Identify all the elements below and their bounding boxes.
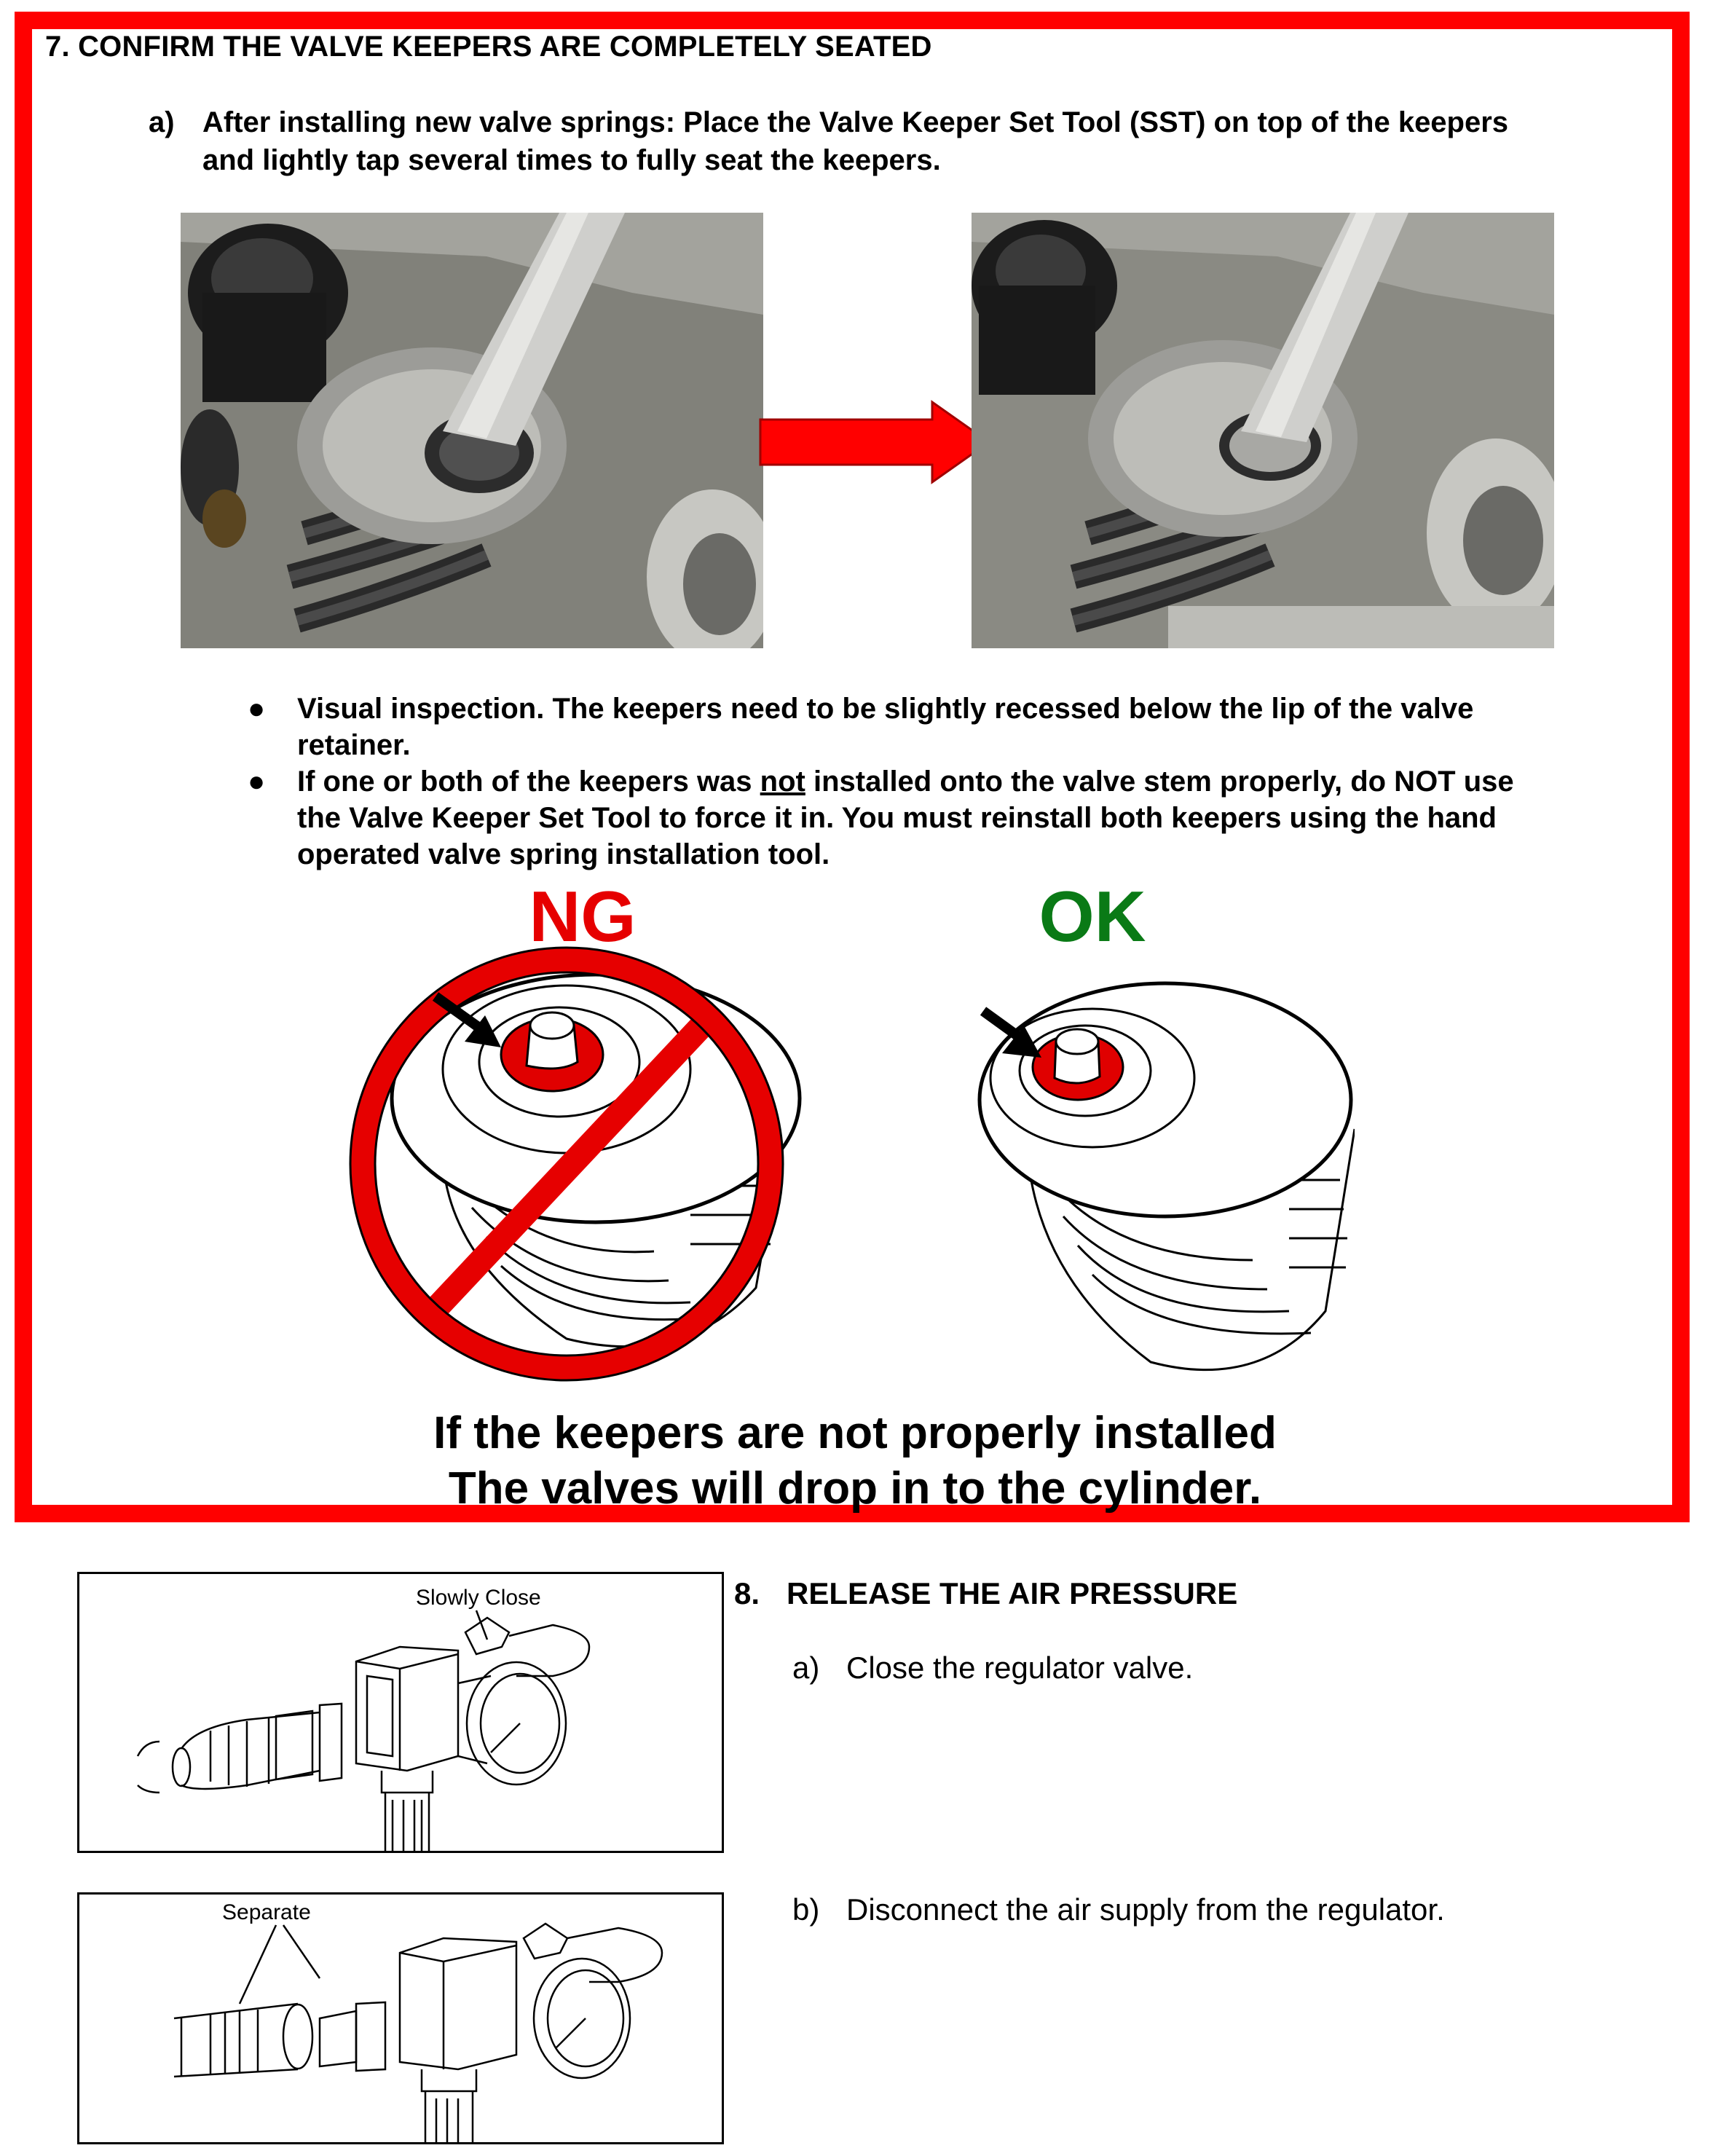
figure2-callout: Separate xyxy=(222,1900,311,1924)
step-8a-text: Close the regulator valve. xyxy=(846,1651,1194,1685)
figure1-callout: Slowly Close xyxy=(416,1586,541,1610)
bullet-2-post: installed onto the valve stem properly, do NOT use xyxy=(805,766,1514,798)
bullet-dot: ● xyxy=(248,766,266,798)
regulator-illustration xyxy=(79,1574,722,1851)
bullet-1-line2: retainer. xyxy=(297,729,411,761)
bullet-2-pre: If one or both of the keepers was xyxy=(297,766,760,798)
right-arrow-icon xyxy=(757,399,995,485)
step-8b-text: Disconnect the air supply from the regulator. xyxy=(846,1892,1445,1927)
warning-line-1: If the keepers are not properly installed xyxy=(433,1408,1277,1458)
step-8a-marker: a) xyxy=(792,1651,820,1685)
step-7a-line1: After installing new valve springs: Place the Valve Keeper Set Tool (SST) on top of the keepers xyxy=(202,106,1509,138)
section7-heading: 7. CONFIRM THE VALVE KEEPERS ARE COMPLETELY SEATED xyxy=(45,31,932,63)
figure-close-regulator xyxy=(77,1572,724,1853)
regulator-disconnect-illustration xyxy=(79,1895,722,2142)
figure-disconnect-supply xyxy=(77,1892,724,2144)
photo-before-seating xyxy=(181,213,763,648)
warning-line-2: The valves will drop in to the cylinder. xyxy=(448,1463,1262,1514)
bullet-2-line1 xyxy=(297,763,1646,800)
section8-heading: RELEASE THE AIR PRESSURE xyxy=(787,1576,1238,1610)
bullet-item-visual-inspection xyxy=(248,691,1646,763)
bullet-2-underlined: not xyxy=(760,766,805,798)
ok-label: OK xyxy=(1039,876,1146,956)
photo-before-illustration xyxy=(181,213,763,648)
section8-number: 8. xyxy=(734,1576,760,1610)
bullet-1-line1: Visual inspection. The keepers need to be slightly recessed below the lip of the valve xyxy=(297,693,1474,725)
photo-after-illustration xyxy=(972,213,1554,648)
step-8b-marker: b) xyxy=(792,1892,820,1927)
bullet-2-line2: the Valve Keeper Set Tool to force it in. You must reinstall both keepers using the hand xyxy=(297,802,1497,834)
photo-after-seating xyxy=(972,213,1554,648)
ng-label: NG xyxy=(529,876,637,956)
step-7a-marker: a) xyxy=(149,106,175,138)
ng-valve-illustration xyxy=(348,945,814,1382)
step-7a-line2: and lightly tap several times to fully seat the keepers. xyxy=(202,144,941,176)
bullet-item-reinstall xyxy=(248,763,1646,873)
bullet-dot: ● xyxy=(248,693,266,725)
bullet-2-line3: operated valve spring installation tool. xyxy=(297,838,830,870)
inspection-bullets xyxy=(248,691,1646,873)
ok-valve-illustration xyxy=(947,969,1355,1377)
